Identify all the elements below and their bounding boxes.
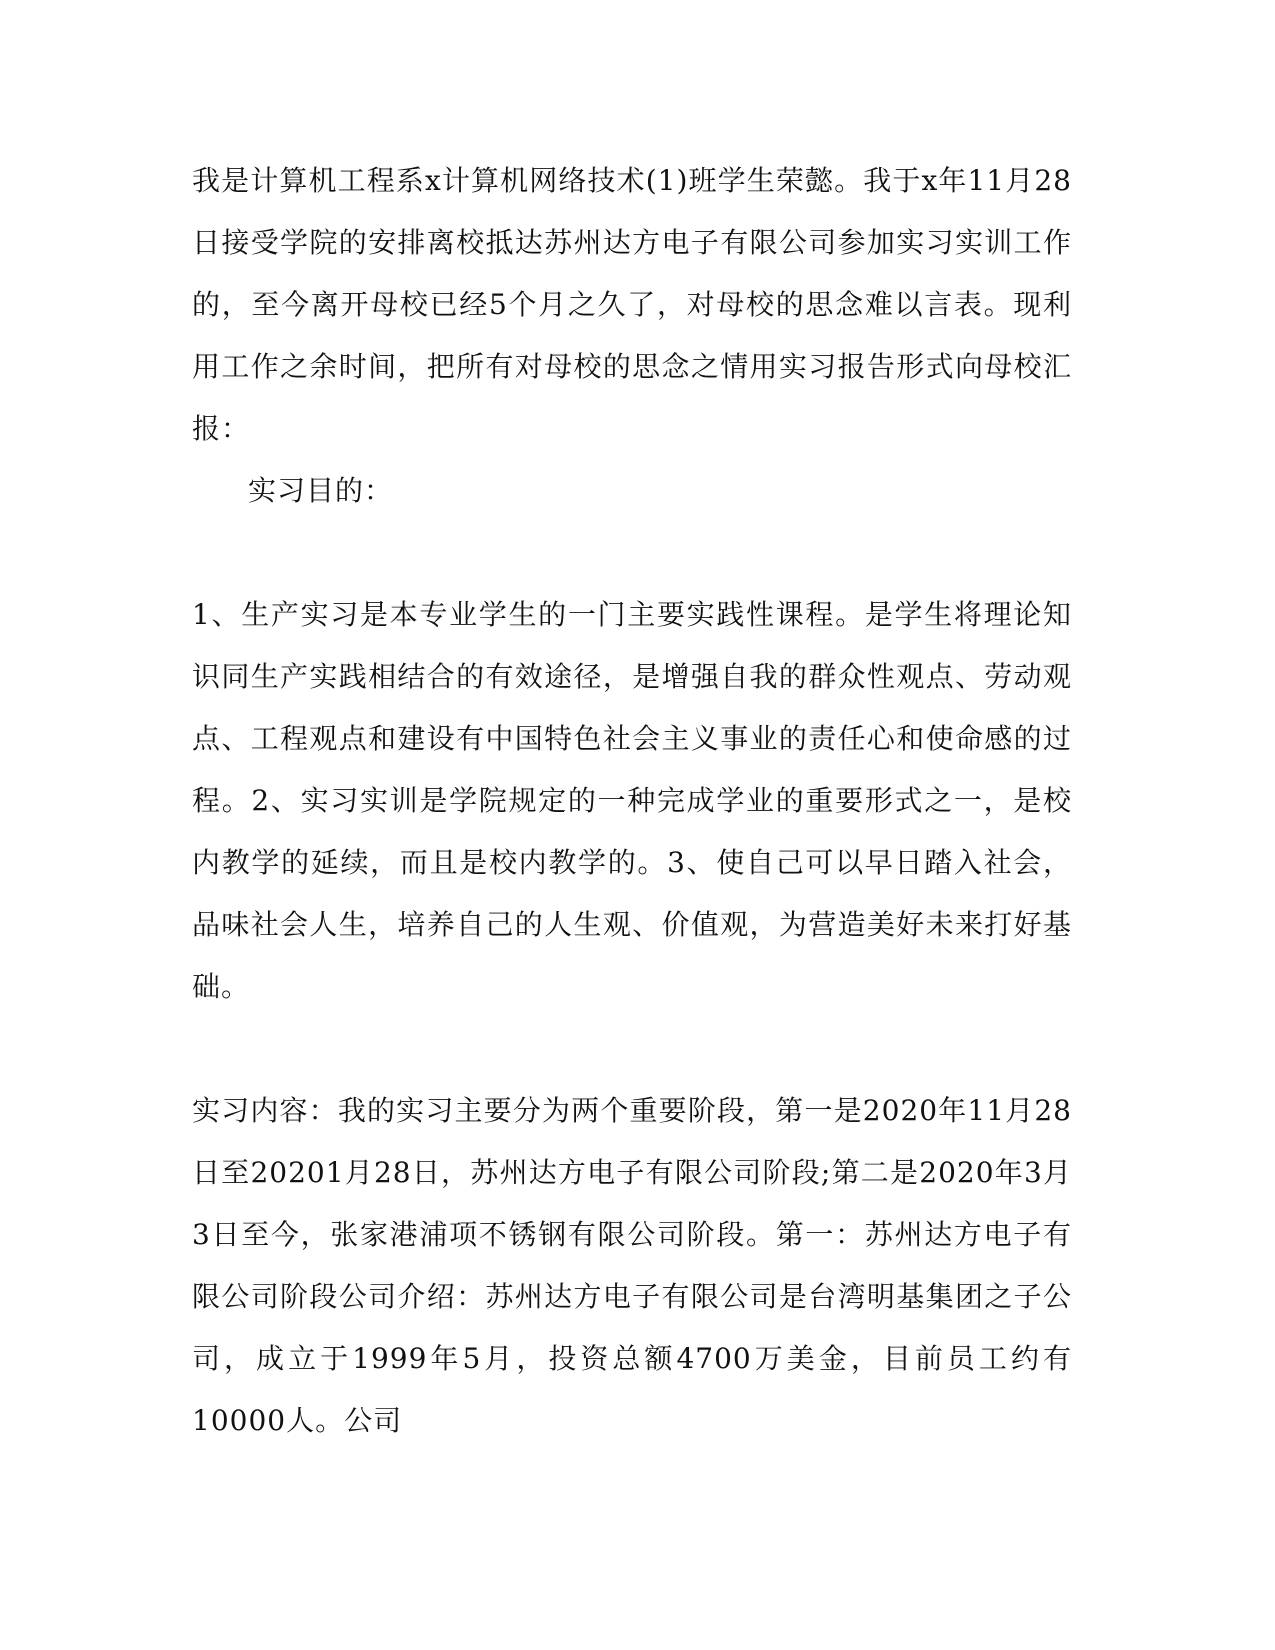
document-body <box>192 150 1072 1452</box>
content-paragraph: 实习内容：我的实习主要分为两个重要阶段，第一是2020年11月28日至20201月28日，苏州达方电子有限公司阶段;第二是2020年3月3日至今，张家港浦项不锈钢有限公司阶段。第一：苏州达方电子有限公司阶段公司介绍：苏州达方电子有限公司是台湾明基集团之子公司，成立于1999年5月，投资总额4700万美金，目前员工约有10000人。公司 <box>192 1094 1072 1437</box>
intro-paragraph: 我是计算机工程系x计算机网络技术(1)班学生荣懿。我于x年11月28日接受学院的安排离校抵达苏州达方电子有限公司参加实习实训工作的，至今离开母校已经5个月之久了，对母校的思念难以言表。现利用工作之余时间，把所有对母校的思念之情用实习报告形式向母校汇报： <box>192 164 1072 445</box>
spacer <box>192 1018 1072 1080</box>
purpose-heading: 实习目的： <box>248 474 394 507</box>
purpose-paragraph: 1、生产实习是本专业学生的一门主要实践性课程。是学生将理论知识同生产实践相结合的有效途径，是增强自我的群众性观点、劳动观点、工程观点和建设有中国特色社会主义事业的责任心和使命感的过程。2、实习实训是学院规定的一种完成学业的重要形式之一，是校内教学的延续，而且是校内教学的。3、使自己可以早日踏入社会，品味社会人生，培养自己的人生观、价值观，为营造美好未来打好基础。 <box>192 598 1072 1003</box>
spacer <box>192 522 1072 584</box>
